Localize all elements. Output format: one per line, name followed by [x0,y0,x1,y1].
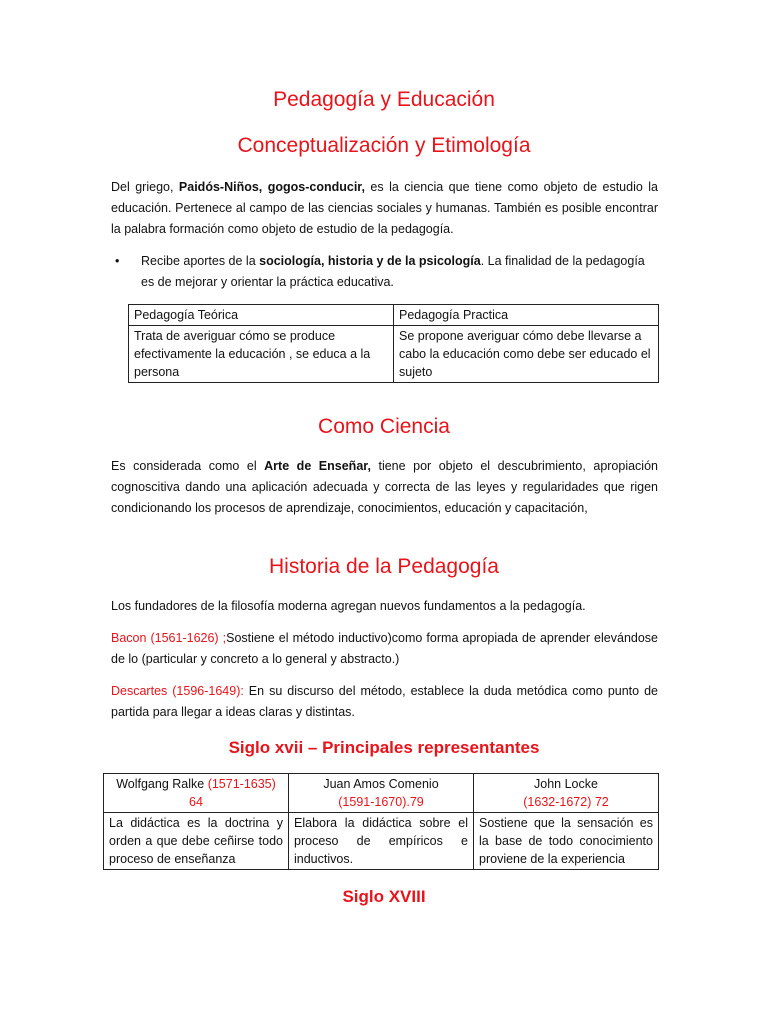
rep-header-ralke [104,774,289,813]
ciencia-text-2: tiene por objeto el descubrimiento, apropiación cognoscitiva dando una aplicación adecuada y correcta de las leyes y regularidades que rigen condicionando los procesos de aprendizaje, conocimientos, educación y capacitación, [111,459,658,515]
table-cell-practica: Se propone averiguar cómo debe llevarse a cabo la educación como debe ser educado el sujeto [394,326,659,383]
bullet-icon: • [115,254,120,268]
intro-text-1: Del griego, [111,180,179,194]
ralke-name: Wolfgang Ralke [116,777,208,791]
table-header-practica: Pedagogía Practica [394,305,659,326]
bullet-text-2: . La finalidad de la pedagogía es de mejorar y orientar la práctica educativa. [141,254,645,289]
rep-cell-comenio: Elabora la didáctica sobre el proceso de empíricos e inductivos. [289,813,474,870]
ciencia-title: Como Ciencia [318,415,450,438]
main-title: Pedagogía y Educación [273,88,495,111]
intro-text-2: es la ciencia que tiene como objeto de estudio la educación. Pertenece al campo de las ciencias sociales y humanas. También es posible encontrar la palabra formación como objeto de estudio de la pedagogía. [111,180,658,236]
bacon-paragraph [111,628,658,670]
bullet-text [141,251,658,293]
ciencia-text-1: Es considerada como el [111,459,265,473]
siglo17-title: Siglo xvii – Principales representantes [228,738,540,757]
intro-bold: Paidós-Niños, gogos-conducir, [178,180,365,194]
locke-dates: (1632-1672) 72 [523,795,609,809]
descartes-text: En su discurso del método, establece la duda metódica como punto de partida para llegar a ideas claras y distintas. [111,684,658,719]
descartes-paragraph [111,681,658,723]
ralke-dates: (1571-1635) 64 [189,777,276,809]
rep-cell-locke: Sostiene que la sensación es la base de todo conocimiento proviene de la experiencia [474,813,659,870]
rep-header-locke [474,774,659,813]
bullet-text-1: Recibe aportes de la [141,254,260,268]
pedagogy-table [128,304,659,383]
ciencia-paragraph [111,456,658,519]
representatives-table [103,773,659,870]
bullet-bold: sociología, historia y de la psicología [259,254,481,268]
historia-intro: Los fundadores de la filosofía moderna agregan nuevos fundamentos a la pedagogía. [111,599,586,613]
locke-name: John Locke [534,777,598,791]
descartes-name: Descartes (1596-1649): [111,684,244,698]
rep-cell-ralke: La didáctica es la doctrina y orden a que debe ceñirse todo proceso de enseñanza [104,813,289,870]
historia-title: Historia de la Pedagogía [269,555,499,578]
table-header-teorica: Pedagogía Teórica [129,305,394,326]
siglo18-title: Siglo XVIII [342,887,426,906]
comenio-name: Juan Amos Comenio [323,777,439,791]
bacon-name: Bacon (1561-1626) ; [111,631,227,645]
concept-title: Conceptualización y Etimología [237,134,531,157]
bacon-text: Sostiene el método inductivo)como forma apropiada de aprender elevándose de lo (particular y concreto a lo general y abstracto.) [111,631,658,666]
rep-header-comenio [289,774,474,813]
table-cell-teorica: Trata de averiguar cómo se produce efectivamente la educación , se educa a la persona [129,326,394,383]
ciencia-bold: Arte de Enseñar, [264,459,371,473]
intro-paragraph [111,177,658,240]
comenio-dates: (1591-1670).79 [338,795,424,809]
